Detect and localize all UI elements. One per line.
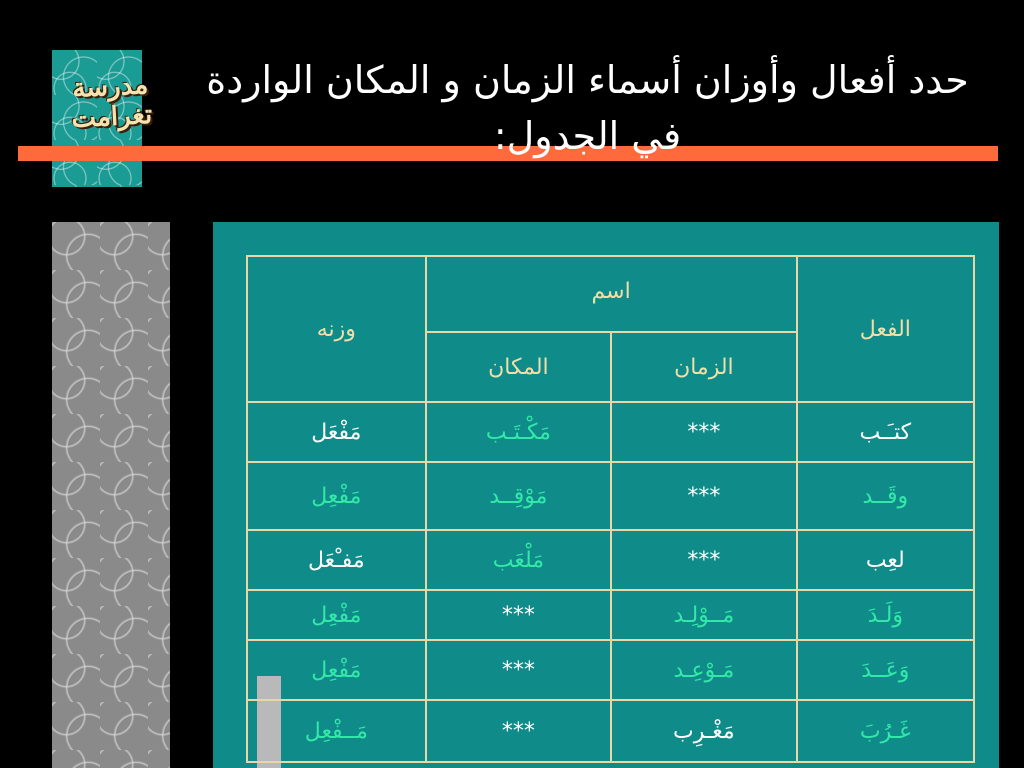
- time-cell: مَغْـرِب: [611, 700, 796, 762]
- table-row: [247, 402, 974, 462]
- table-row: [247, 590, 974, 640]
- table-row: [247, 530, 974, 590]
- table-row: [247, 462, 974, 530]
- decorative-pattern-column: [52, 222, 170, 768]
- place-cell: ***: [426, 590, 612, 640]
- verb-cell: غَـرُبَ: [797, 700, 974, 762]
- header-weight: وزنه: [247, 256, 426, 402]
- weight-cell: مَــفْعِل: [247, 700, 426, 762]
- time-cell: ***: [611, 462, 796, 530]
- weight-cell: مَفْعِل: [247, 462, 426, 530]
- school-logo: مدرسة تغرامت: [70, 70, 153, 135]
- verb-cell: وقَــد: [797, 462, 974, 530]
- header-place: المكان: [426, 332, 612, 402]
- verb-cell: لعِب: [797, 530, 974, 590]
- place-cell: ***: [426, 640, 612, 700]
- table-row: [247, 700, 974, 762]
- place-cell: مَوْقِــد: [426, 462, 612, 530]
- verb-cell: كتـَـب: [797, 402, 974, 462]
- header-time: الزمان: [611, 332, 796, 402]
- time-cell: ***: [611, 530, 796, 590]
- verbs-table: [246, 255, 975, 763]
- verb-cell: وَعَــدَ: [797, 640, 974, 700]
- header-noun: اسم: [426, 256, 797, 332]
- place-cell: ***: [426, 700, 612, 762]
- weight-cell: مَفْعِل: [247, 590, 426, 640]
- slide-title: حدد أفعال وأوزان أسماء الزمان و المكان الواردة في الجدول:: [206, 58, 969, 158]
- weight-cell: مَفْعِل: [247, 640, 426, 700]
- place-cell: مَكْـتَـب: [426, 402, 612, 462]
- time-cell: مَــوْلِـد: [611, 590, 796, 640]
- weight-cell: مَفـْعَل: [247, 530, 426, 590]
- verb-cell: وَلَـدَ: [797, 590, 974, 640]
- weight-cell: مَفْعَل: [247, 402, 426, 462]
- time-cell: مَـوْعِـد: [611, 640, 796, 700]
- place-cell: مَلْعَب: [426, 530, 612, 590]
- time-cell: ***: [611, 402, 796, 462]
- header-verb: الفعل: [797, 256, 974, 402]
- table-row: [247, 640, 974, 700]
